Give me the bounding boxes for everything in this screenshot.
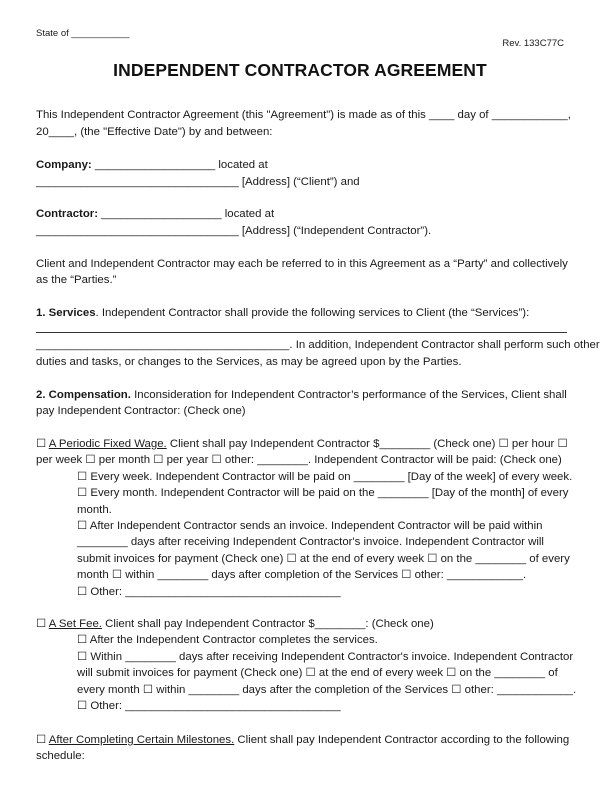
periodic-option-every-month-cont: month. — [77, 504, 112, 516]
periodic-option-invoice-cont-2: submit invoices for payment (Check one) ☐ at the end of every week ☐ on the ________ of every — [77, 553, 570, 565]
set-fee-label: A Set Fee. — [48, 618, 102, 630]
periodic-label: A Periodic Fixed Wage. — [48, 438, 167, 450]
services-line-4: duties and tasks, or changes to the Services, as may be agreed upon by the Parties. — [36, 356, 462, 368]
contractor-label: Contractor: — [36, 208, 99, 220]
periodic-option-invoice-cont-1: ________ days after receiving Independent Contractor's invoice. Independent Contractor will — [77, 536, 544, 548]
company-label: Company: — [36, 159, 92, 171]
contractor-name-field: ___________________ located at — [98, 208, 275, 220]
document-title: INDEPENDENT CONTRACTOR AGREEMENT — [113, 60, 487, 80]
set-fee-option-within-cont-2: every month ☐ within ________ days after the completion of the Services ☐ other: ____________. — [77, 684, 577, 696]
periodic-line-1-text: Client shall pay Independent Contractor $________ (Check one) ☐ per hour ☐ — [166, 438, 568, 450]
services-line-3: ________________________________________. In addition, Independent Contractor shall perform such other — [36, 339, 600, 351]
periodic-wage-line-1 — [36, 437, 568, 451]
periodic-option-invoice: ☐ After Independent Contractor sends an invoice. Independent Contractor will be paid within — [77, 520, 543, 532]
periodic-wage-line-2: per week ☐ per month ☐ per year ☐ other: ________. Independent Contractor will be paid: (Check one) — [36, 454, 562, 466]
company-line-1 — [36, 158, 268, 172]
contractor-line-1 — [36, 207, 274, 221]
set-fee-option-other: ☐ Other: __________________________________ — [77, 700, 341, 712]
set-fee-option-within-cont-1: will submit invoices for payment (Check one) ☐ at the end of every week ☐ on the ________ of — [77, 667, 558, 679]
company-name-field: ___________________ located at — [91, 159, 268, 171]
milestones-checkbox[interactable]: ☐ — [36, 734, 49, 746]
milestones-line-1-text: Client shall pay Independent Contractor according to the following — [234, 734, 570, 746]
contractor-address-field: ________________________________ [Address] (“Independent Contractor”). — [36, 225, 432, 237]
intro-line-2: 20____, (the "Effective Date") by and between: — [36, 126, 273, 138]
periodic-checkbox[interactable]: ☐ — [36, 438, 49, 450]
periodic-option-every-month: ☐ Every month. Independent Contractor will be paid on the ________ [Day of the month] of every — [77, 487, 569, 499]
milestones-line-2: schedule: — [36, 750, 85, 762]
set-fee-option-after-completion: ☐ After the Independent Contractor completes the services. — [77, 634, 378, 646]
compensation-line-2: pay Independent Contractor: (Check one) — [36, 405, 246, 417]
services-intro-text: . Independent Contractor shall provide the following services to Client (the “Services”): — [95, 307, 530, 319]
set-fee-option-within: ☐ Within ________ days after receiving Independent Contractor's invoice. Independent Contractor — [77, 651, 574, 663]
compensation-heading: 2. Compensation. — [36, 389, 131, 401]
set-fee-line-1-text: Client shall pay Independent Contractor $________: (Check one) — [101, 618, 434, 630]
set-fee-line-1 — [36, 617, 434, 631]
compensation-line-1 — [36, 388, 567, 402]
company-address-field: ________________________________ [Address] (“Client”) and — [36, 176, 360, 188]
parties-line-2: as the “Parties.” — [36, 274, 117, 286]
intro-line-1: This Independent Contractor Agreement (this "Agreement") is made as of this ____ day of ____________, — [36, 109, 571, 121]
milestones-line-1 — [36, 733, 569, 747]
set-fee-checkbox[interactable]: ☐ — [36, 618, 49, 630]
periodic-option-invoice-cont-3: month ☐ within ________ days after completion of the Services ☐ other: ____________. — [77, 569, 527, 581]
periodic-option-other: ☐ Other: __________________________________ — [77, 586, 341, 598]
milestones-label: After Completing Certain Milestones. — [48, 734, 235, 746]
state-of-field: State of ___________ — [36, 28, 130, 39]
periodic-option-every-week: ☐ Every week. Independent Contractor will be paid on ________ [Day of the week] of every week. — [77, 471, 573, 483]
parties-line-1: Client and Independent Contractor may each be referred to in this Agreement as a “Party” and collectively — [36, 258, 568, 270]
services-line-1 — [36, 306, 529, 320]
services-heading: 1. Services — [36, 307, 96, 319]
compensation-intro-text: Inconsideration for Independent Contractor’s performance of the Services, Client shall — [130, 389, 567, 401]
services-blank-line — [36, 332, 567, 333]
revision-code: Rev. 133C77C — [502, 38, 564, 49]
